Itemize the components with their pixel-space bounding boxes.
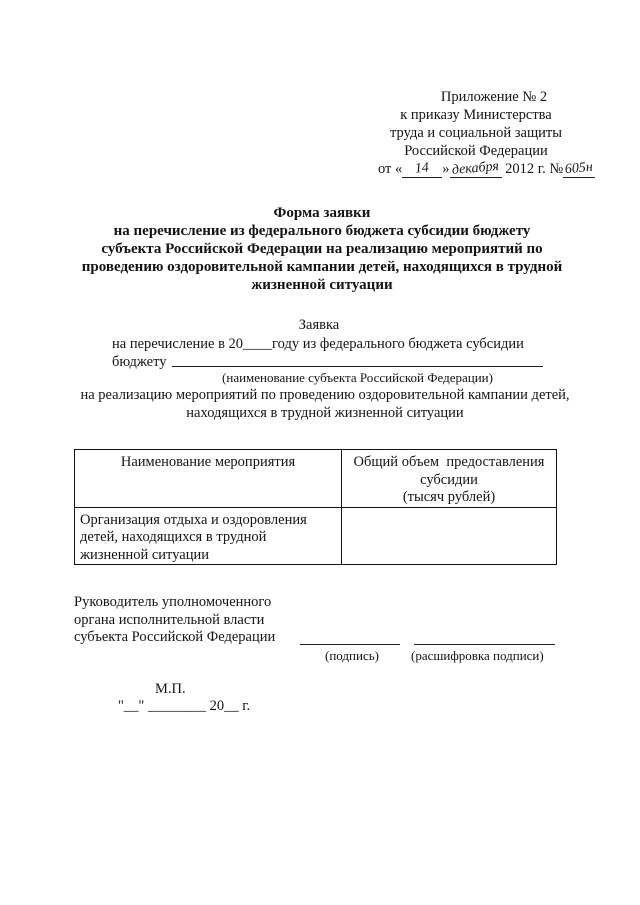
- order-date-line: [378, 160, 595, 178]
- handwritten-day: 14: [414, 160, 430, 177]
- signature-blank-line: [300, 644, 400, 645]
- budget-recipient-caption: (наименование субъекта Российской Федерации): [222, 370, 493, 385]
- table-cell-amount: [342, 507, 557, 565]
- table-header-event-label: Наименование мероприятия: [120, 454, 296, 470]
- appendix-header: [370, 88, 582, 160]
- form-title: [40, 204, 604, 294]
- table-header-event: [75, 450, 342, 508]
- handwritten-order-number: 605н: [564, 159, 594, 178]
- order-date-prefix: от «: [378, 161, 403, 177]
- signatory-title: [74, 594, 275, 647]
- table-row: [75, 507, 557, 565]
- table-header-amount-line: (тысяч рублей): [402, 489, 496, 505]
- handwritten-month: декабря: [451, 158, 500, 179]
- table-cell-event-line: Организация отдыха и оздоровления: [80, 511, 307, 528]
- signature-name-caption: (расшифровка подписи): [411, 648, 544, 663]
- signature-caption: (подпись): [325, 648, 379, 663]
- appendix-ministry: труда и социальной защиты: [390, 125, 562, 141]
- appendix-order-reference: к приказу Министерства: [400, 107, 552, 123]
- application-transfer-line: на перечисление в 20____году из федерального бюджета субсидии: [112, 336, 524, 352]
- table-header-amount-line: Общий объем предоставления: [353, 454, 545, 470]
- table-cell-event-line: детей, находящихся в трудной: [80, 529, 267, 545]
- application-purpose: [40, 387, 610, 422]
- signatory-title-line: субъекта Российской Федерации: [74, 629, 276, 645]
- order-month-field: [450, 158, 502, 179]
- form-title-line: на перечисление из федерального бюджета субсидии бюджету: [113, 223, 531, 239]
- table-cell-event: [75, 507, 342, 565]
- signatory-title-line: Руководитель уполномоченного: [74, 594, 272, 610]
- application-purpose-line: на реализацию мероприятий по проведению оздоровительной кампании детей,: [80, 387, 570, 403]
- order-number-field: [563, 161, 595, 178]
- table-header-amount-line: субсидии: [420, 471, 478, 488]
- table-header-amount: [342, 450, 557, 508]
- form-title-line: Форма заявки: [273, 205, 371, 221]
- order-date-closing-quote: »: [442, 161, 450, 177]
- appendix-country: Российской Федерации: [404, 143, 548, 159]
- table-header-row: [75, 450, 557, 508]
- form-title-line: проведению оздоровительной кампании детей, находящихся в трудной: [81, 259, 563, 275]
- budget-recipient-blank-line: [172, 366, 543, 367]
- table-cell-event-line: жизненной ситуации: [80, 546, 209, 563]
- subsidy-table: [74, 449, 557, 565]
- application-heading: Заявка: [298, 317, 340, 333]
- signature-name-blank-line: [414, 644, 555, 645]
- appendix-number: Приложение № 2: [440, 89, 548, 105]
- stamp-date-line: "__" ________ 20__ г.: [118, 698, 251, 714]
- form-title-line: жизненной ситуации: [251, 277, 393, 293]
- order-year-number-label: 2012 г. №: [505, 161, 564, 177]
- form-title-line: субъекта Российской Федерации на реализацию мероприятий по: [101, 241, 543, 257]
- signatory-title-line: органа исполнительной власти: [74, 611, 265, 628]
- application-budget-label: бюджету: [112, 354, 167, 370]
- stamp-placeholder-label: М.П.: [155, 681, 186, 697]
- order-day-field: [402, 161, 442, 178]
- application-purpose-line: находящихся в трудной жизненной ситуации: [186, 404, 464, 421]
